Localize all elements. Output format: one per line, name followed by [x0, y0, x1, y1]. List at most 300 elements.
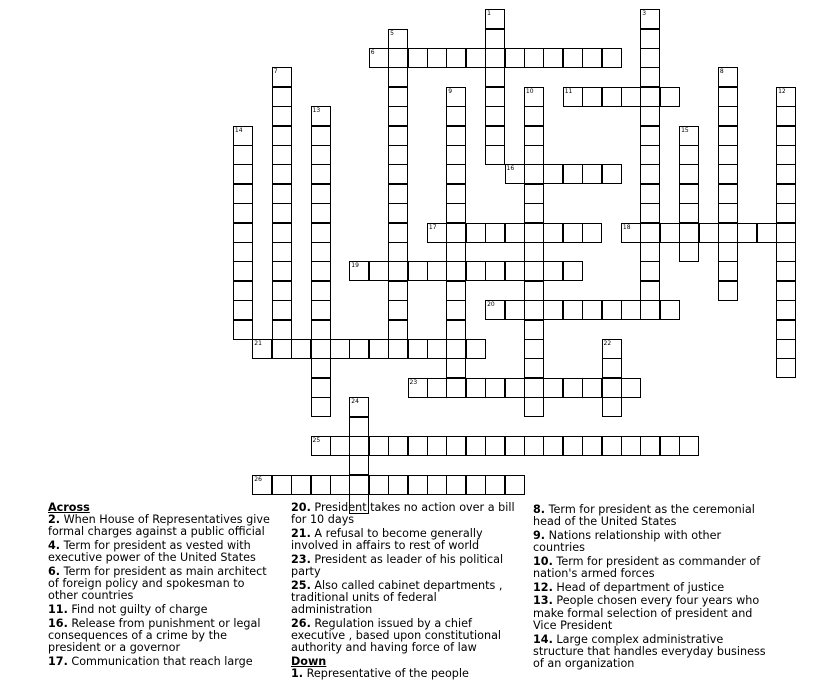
crossword-cell[interactable] — [485, 126, 505, 146]
crossword-cell[interactable] — [446, 378, 466, 398]
crossword-cell[interactable] — [602, 358, 622, 378]
crossword-cell[interactable] — [311, 242, 331, 262]
crossword-cell[interactable] — [233, 164, 253, 184]
crossword-cell[interactable] — [485, 29, 505, 49]
crossword-cell[interactable] — [543, 300, 563, 320]
crossword-cell[interactable] — [272, 242, 292, 262]
crossword-cell[interactable] — [330, 339, 350, 359]
clue-item — [291, 502, 521, 526]
clue-number: 17 — [428, 223, 437, 231]
crossword-cell[interactable] — [660, 223, 680, 243]
crossword-cell[interactable] — [640, 29, 660, 49]
crossword-cell[interactable] — [543, 261, 563, 281]
crossword-cell[interactable] — [776, 164, 796, 184]
crossword-cell[interactable] — [427, 223, 447, 243]
crossword-cell[interactable] — [621, 436, 641, 456]
crossword-cell[interactable] — [349, 417, 369, 437]
crossword-cell[interactable] — [524, 126, 544, 146]
crossword-cell[interactable] — [524, 300, 544, 320]
crossword-cell[interactable] — [757, 223, 777, 243]
crossword-cell[interactable] — [640, 300, 660, 320]
crossword-cell[interactable] — [446, 300, 466, 320]
crossword-cell[interactable] — [446, 436, 466, 456]
crossword-cell[interactable] — [524, 87, 544, 107]
crossword-cell[interactable] — [408, 261, 428, 281]
clue-number: 22 — [603, 339, 612, 347]
crossword-cell[interactable] — [485, 261, 505, 281]
crossword-cell[interactable] — [349, 261, 369, 281]
clue-item — [48, 618, 276, 655]
crossword-cell[interactable] — [640, 87, 660, 107]
crossword-cell[interactable] — [311, 126, 331, 146]
crossword-cell[interactable] — [466, 339, 486, 359]
crossword-cell[interactable] — [563, 436, 583, 456]
crossword-cell[interactable] — [679, 203, 699, 223]
crossword-cell[interactable] — [582, 436, 602, 456]
clue-number: 6 — [370, 48, 375, 56]
crossword-cell[interactable] — [621, 378, 641, 398]
clue-item — [533, 530, 768, 554]
crossword-cell[interactable] — [233, 145, 253, 165]
crossword-cell[interactable] — [679, 184, 699, 204]
crossword-cell[interactable] — [485, 475, 505, 495]
crossword-cell[interactable] — [388, 242, 408, 262]
crossword-cell[interactable] — [718, 261, 738, 281]
crossword-cell[interactable] — [718, 184, 738, 204]
crossword-cell[interactable] — [311, 397, 331, 417]
crossword-cell[interactable] — [446, 184, 466, 204]
crossword-cell[interactable] — [272, 87, 292, 107]
crossword-cell[interactable] — [524, 48, 544, 68]
across-heading: Across — [48, 501, 90, 514]
crossword-cell[interactable] — [466, 436, 486, 456]
crossword-cell[interactable] — [311, 475, 331, 495]
crossword-cell[interactable] — [408, 436, 428, 456]
crossword-cell[interactable] — [446, 106, 466, 126]
crossword-cell[interactable] — [349, 397, 369, 417]
clue-item-text: Large complex administrative structure that handles everyday business of an organization — [533, 632, 766, 670]
crossword-cell[interactable] — [233, 320, 253, 340]
crossword-cell[interactable] — [388, 300, 408, 320]
crossword-cell[interactable] — [446, 145, 466, 165]
clue-item-number: 23. — [291, 552, 311, 566]
crossword-cell[interactable] — [582, 164, 602, 184]
crossword-cell[interactable] — [446, 203, 466, 223]
crossword-cell[interactable] — [311, 184, 331, 204]
crossword-cell[interactable] — [776, 339, 796, 359]
crossword-cell[interactable] — [563, 164, 583, 184]
crossword-cell[interactable] — [369, 339, 389, 359]
crossword-cell[interactable] — [776, 223, 796, 243]
crossword-cell[interactable] — [524, 242, 544, 262]
crossword-cell[interactable] — [776, 106, 796, 126]
crossword-cell[interactable] — [640, 261, 660, 281]
crossword-cell[interactable] — [718, 126, 738, 146]
crossword-cell[interactable] — [505, 261, 525, 281]
crossword-cell[interactable] — [505, 164, 525, 184]
crossword-cell[interactable] — [582, 378, 602, 398]
crossword-cell[interactable] — [563, 261, 583, 281]
crossword-cell[interactable] — [776, 281, 796, 301]
crossword-cell[interactable] — [679, 164, 699, 184]
crossword-cell[interactable] — [330, 436, 350, 456]
crossword-cell[interactable] — [369, 436, 389, 456]
crossword-cell[interactable] — [776, 87, 796, 107]
clue-item-number: 16. — [48, 616, 68, 630]
crossword-cell[interactable] — [602, 87, 622, 107]
crossword-cell[interactable] — [272, 203, 292, 223]
clue-item-text: People chosen every four years who make formal selection of president and Vice President — [533, 594, 760, 632]
crossword-cell[interactable] — [563, 378, 583, 398]
crossword-cell[interactable] — [505, 300, 525, 320]
crossword-cell[interactable] — [311, 436, 331, 456]
crossword-cell[interactable] — [660, 300, 680, 320]
crossword-cell[interactable] — [640, 48, 660, 68]
crossword-cell[interactable] — [388, 436, 408, 456]
crossword-cell[interactable] — [524, 378, 544, 398]
crossword-cell[interactable] — [466, 223, 486, 243]
crossword-cell[interactable] — [543, 164, 563, 184]
crossword-cell[interactable] — [485, 378, 505, 398]
crossword-cell[interactable] — [349, 475, 369, 495]
crossword-cell[interactable] — [349, 339, 369, 359]
crossword-cell[interactable] — [485, 145, 505, 165]
crossword-cell[interactable] — [446, 339, 466, 359]
clue-item-text: A refusal to become generally involved in affairs to rest of world — [291, 526, 483, 553]
crossword-cell[interactable] — [679, 126, 699, 146]
crossword-cell[interactable] — [524, 261, 544, 281]
crossword-cell[interactable] — [776, 145, 796, 165]
crossword-cell[interactable] — [543, 436, 563, 456]
crossword-cell[interactable] — [563, 48, 583, 68]
crossword-cell[interactable] — [602, 397, 622, 417]
crossword-cell[interactable] — [233, 281, 253, 301]
clue-number: 25 — [312, 436, 321, 444]
crossword-cell[interactable] — [602, 300, 622, 320]
crossword-cell[interactable] — [640, 203, 660, 223]
crossword-cell[interactable] — [582, 300, 602, 320]
crossword-cell[interactable] — [311, 145, 331, 165]
crossword-cell[interactable] — [640, 126, 660, 146]
crossword-cell[interactable] — [349, 436, 369, 456]
crossword-cell[interactable] — [524, 358, 544, 378]
clue-item-number: 6. — [48, 565, 61, 579]
crossword-cell[interactable] — [524, 281, 544, 301]
crossword-cell[interactable] — [427, 378, 447, 398]
crossword-cell[interactable] — [427, 475, 447, 495]
crossword-cell[interactable] — [543, 48, 563, 68]
clue-item-number: 12. — [533, 580, 553, 594]
crossword-cell[interactable] — [776, 300, 796, 320]
clue-item — [291, 554, 521, 578]
crossword-cell[interactable] — [427, 48, 447, 68]
crossword-cell[interactable] — [679, 145, 699, 165]
crossword-cell[interactable] — [505, 475, 525, 495]
crossword-cell[interactable] — [446, 475, 466, 495]
crossword-cell[interactable] — [272, 106, 292, 126]
crossword-cell[interactable] — [388, 223, 408, 243]
crossword-cell[interactable] — [446, 164, 466, 184]
clue-item — [533, 595, 768, 632]
crossword-cell[interactable] — [272, 300, 292, 320]
clue-item — [291, 528, 521, 552]
crossword-cell[interactable] — [233, 203, 253, 223]
crossword-cell[interactable] — [621, 223, 641, 243]
crossword-cell[interactable] — [311, 203, 331, 223]
crossword-cell[interactable] — [485, 67, 505, 87]
crossword-cell[interactable] — [524, 397, 544, 417]
crossword-cell[interactable] — [408, 378, 428, 398]
crossword-cell[interactable] — [446, 48, 466, 68]
crossword-cell[interactable] — [776, 242, 796, 262]
crossword-cell[interactable] — [776, 126, 796, 146]
crossword-cell[interactable] — [291, 339, 311, 359]
crossword-cell[interactable] — [233, 242, 253, 262]
crossword-cell[interactable] — [776, 358, 796, 378]
crossword-cell[interactable] — [660, 436, 680, 456]
clue-number: 9 — [448, 87, 453, 95]
crossword-cell[interactable] — [640, 281, 660, 301]
crossword-cell[interactable] — [388, 320, 408, 340]
crossword-cell[interactable] — [388, 261, 408, 281]
crossword-cell[interactable] — [388, 475, 408, 495]
clue-number: 1 — [487, 10, 491, 18]
crossword-cell[interactable] — [311, 164, 331, 184]
crossword-cell[interactable] — [388, 339, 408, 359]
crossword-cell[interactable] — [582, 87, 602, 107]
crossword-cell[interactable] — [311, 261, 331, 281]
crossword-cell[interactable] — [505, 48, 525, 68]
crossword-cell[interactable] — [640, 9, 660, 29]
crossword-cell[interactable] — [388, 164, 408, 184]
clue-item-text: Nations relationship with other countries — [533, 528, 722, 555]
crossword-cell[interactable] — [466, 378, 486, 398]
crossword-cell[interactable] — [272, 126, 292, 146]
crossword-cell[interactable] — [446, 223, 466, 243]
crossword-cell[interactable] — [524, 106, 544, 126]
crossword-cell[interactable] — [233, 126, 253, 146]
crossword-cell[interactable] — [272, 164, 292, 184]
crossword-cell[interactable] — [388, 203, 408, 223]
crossword-cell[interactable] — [311, 378, 331, 398]
crossword-cell[interactable] — [388, 281, 408, 301]
crossword-cell[interactable] — [485, 87, 505, 107]
crossword-cell[interactable] — [718, 242, 738, 262]
crossword-cell[interactable] — [776, 261, 796, 281]
crossword-cell[interactable] — [349, 455, 369, 475]
crossword-cell[interactable] — [524, 223, 544, 243]
clue-item — [48, 656, 276, 668]
crossword-cell[interactable] — [272, 281, 292, 301]
crossword-cell[interactable] — [311, 281, 331, 301]
crossword-cell[interactable] — [446, 126, 466, 146]
crossword-cell[interactable] — [505, 223, 525, 243]
crossword-cell[interactable] — [621, 300, 641, 320]
crossword-cell[interactable] — [311, 106, 331, 126]
clue-number: 3 — [642, 10, 647, 18]
crossword-cell[interactable] — [233, 223, 253, 243]
crossword-cell[interactable] — [718, 281, 738, 301]
crossword-cell[interactable] — [524, 320, 544, 340]
crossword-cell[interactable] — [524, 339, 544, 359]
crossword-cell[interactable] — [233, 184, 253, 204]
crossword-cell[interactable] — [660, 87, 680, 107]
crossword-cell[interactable] — [524, 145, 544, 165]
clue-item-text: Also called cabinet departments , traditional units of federal administration — [291, 578, 503, 617]
clue-item — [533, 582, 768, 594]
crossword-cell[interactable] — [466, 48, 486, 68]
clue-number: 16 — [506, 165, 515, 173]
crossword-cell[interactable] — [388, 184, 408, 204]
clue-item — [291, 618, 521, 655]
crossword-cell[interactable] — [718, 223, 738, 243]
crossword-cell[interactable] — [252, 475, 272, 495]
clue-number: 23 — [409, 378, 418, 386]
crossword-cell[interactable] — [582, 48, 602, 68]
crossword-cell[interactable] — [272, 67, 292, 87]
crossword-cell[interactable] — [311, 320, 331, 340]
crossword-cell[interactable] — [485, 9, 505, 29]
crossword-cell[interactable] — [640, 223, 660, 243]
crossword-cell[interactable] — [737, 223, 757, 243]
crossword-cell[interactable] — [563, 300, 583, 320]
crossword-cell[interactable] — [776, 203, 796, 223]
crossword-cell[interactable] — [388, 126, 408, 146]
clue-number: 11 — [564, 87, 573, 95]
crossword-cell[interactable] — [640, 145, 660, 165]
crossword-cell[interactable] — [602, 436, 622, 456]
crossword-cell[interactable] — [485, 436, 505, 456]
crossword-cell[interactable] — [272, 184, 292, 204]
crossword-cell[interactable] — [388, 29, 408, 49]
crossword-cell[interactable] — [369, 475, 389, 495]
clue-number: 21 — [254, 339, 262, 347]
clue-item-text: Find not guilty of charge — [71, 603, 208, 617]
crossword-cell[interactable] — [446, 242, 466, 262]
crossword-cell[interactable] — [485, 48, 505, 68]
crossword-cell[interactable] — [679, 436, 699, 456]
crossword-cell[interactable] — [272, 145, 292, 165]
crossword-cell[interactable] — [485, 300, 505, 320]
crossword-cell[interactable] — [718, 67, 738, 87]
clue-item-number: 21. — [291, 526, 311, 540]
clue-item-number: 26. — [291, 616, 311, 630]
crossword-cell[interactable] — [582, 223, 602, 243]
crossword-cell[interactable] — [388, 87, 408, 107]
clue-item-number: 17. — [48, 654, 68, 668]
crossword-cell[interactable] — [446, 281, 466, 301]
crossword-cell[interactable] — [272, 223, 292, 243]
crossword-cell[interactable] — [311, 358, 331, 378]
crossword-cell[interactable] — [466, 261, 486, 281]
crossword-cell[interactable] — [718, 87, 738, 107]
crossword-cell[interactable] — [330, 475, 350, 495]
crossword-cell[interactable] — [252, 339, 272, 359]
crossword-cell[interactable] — [563, 87, 583, 107]
crossword-cell[interactable] — [466, 475, 486, 495]
crossword-cell[interactable] — [388, 106, 408, 126]
crossword-cell[interactable] — [369, 261, 389, 281]
crossword-cell[interactable] — [388, 145, 408, 165]
crossword-cell[interactable] — [485, 223, 505, 243]
crossword-cell[interactable] — [524, 164, 544, 184]
crossword-cell[interactable] — [602, 164, 622, 184]
crossword-cell[interactable] — [718, 106, 738, 126]
crossword-cell[interactable] — [272, 475, 292, 495]
crossword-cell[interactable] — [311, 300, 331, 320]
crossword-cell[interactable] — [640, 164, 660, 184]
crossword-cell[interactable] — [233, 261, 253, 281]
crossword-cell[interactable] — [505, 378, 525, 398]
crossword-cell[interactable] — [524, 436, 544, 456]
crossword-cell[interactable] — [776, 320, 796, 340]
crossword-cell[interactable] — [311, 223, 331, 243]
crossword-cell[interactable] — [408, 475, 428, 495]
crossword-cell[interactable] — [718, 145, 738, 165]
crossword-cell[interactable] — [718, 164, 738, 184]
crossword-cell[interactable] — [524, 203, 544, 223]
crossword-cell[interactable] — [446, 261, 466, 281]
crossword-cell[interactable] — [446, 320, 466, 340]
crossword-cell[interactable] — [640, 184, 660, 204]
crossword-cell[interactable] — [602, 48, 622, 68]
crossword-cell[interactable] — [621, 87, 641, 107]
clue-number: 20 — [487, 301, 495, 309]
crossword-cell[interactable] — [543, 223, 563, 243]
crossword-cell[interactable] — [485, 106, 505, 126]
crossword-cell[interactable] — [311, 339, 331, 359]
crossword-cell[interactable] — [640, 436, 660, 456]
crossword-cell[interactable] — [388, 48, 408, 68]
crossword-cell[interactable] — [291, 475, 311, 495]
crossword-cell[interactable] — [640, 242, 660, 262]
crossword-cell[interactable] — [563, 223, 583, 243]
crossword-cell[interactable] — [640, 106, 660, 126]
crossword-cell[interactable] — [427, 339, 447, 359]
clue-number: 5 — [390, 29, 394, 37]
crossword-cell[interactable] — [272, 339, 292, 359]
crossword-cell[interactable] — [776, 184, 796, 204]
clue-item — [533, 634, 768, 671]
crossword-cell[interactable] — [408, 339, 428, 359]
clue-item-text: Term for president as the ceremonial head of the United States — [533, 503, 755, 529]
crossword-cell[interactable] — [446, 358, 466, 378]
clue-item — [48, 514, 276, 538]
crossword-cell[interactable] — [388, 67, 408, 87]
crossword-cell[interactable] — [427, 436, 447, 456]
crossword-cell[interactable] — [408, 48, 428, 68]
clue-item-text: Release from punishment or legal consequences of a crime by the president or a governor — [48, 616, 261, 655]
crossword-cell[interactable] — [233, 300, 253, 320]
crossword-cell[interactable] — [524, 184, 544, 204]
crossword-cell[interactable] — [446, 87, 466, 107]
clue-number: 7 — [273, 68, 278, 76]
crossword-cell[interactable] — [679, 242, 699, 262]
crossword-cell[interactable] — [272, 320, 292, 340]
crossword-cell[interactable] — [543, 378, 563, 398]
crossword-cell[interactable] — [699, 223, 719, 243]
crossword-cell[interactable] — [427, 261, 447, 281]
crossword-cell[interactable] — [718, 203, 738, 223]
clue-item — [48, 604, 276, 616]
crossword-cell[interactable] — [679, 223, 699, 243]
crossword-cell[interactable] — [505, 436, 525, 456]
crossword-cell[interactable] — [602, 378, 622, 398]
crossword-cell[interactable] — [602, 339, 622, 359]
crossword-cell[interactable] — [369, 48, 389, 68]
crossword-cell[interactable] — [272, 261, 292, 281]
crossword-cell[interactable] — [640, 67, 660, 87]
